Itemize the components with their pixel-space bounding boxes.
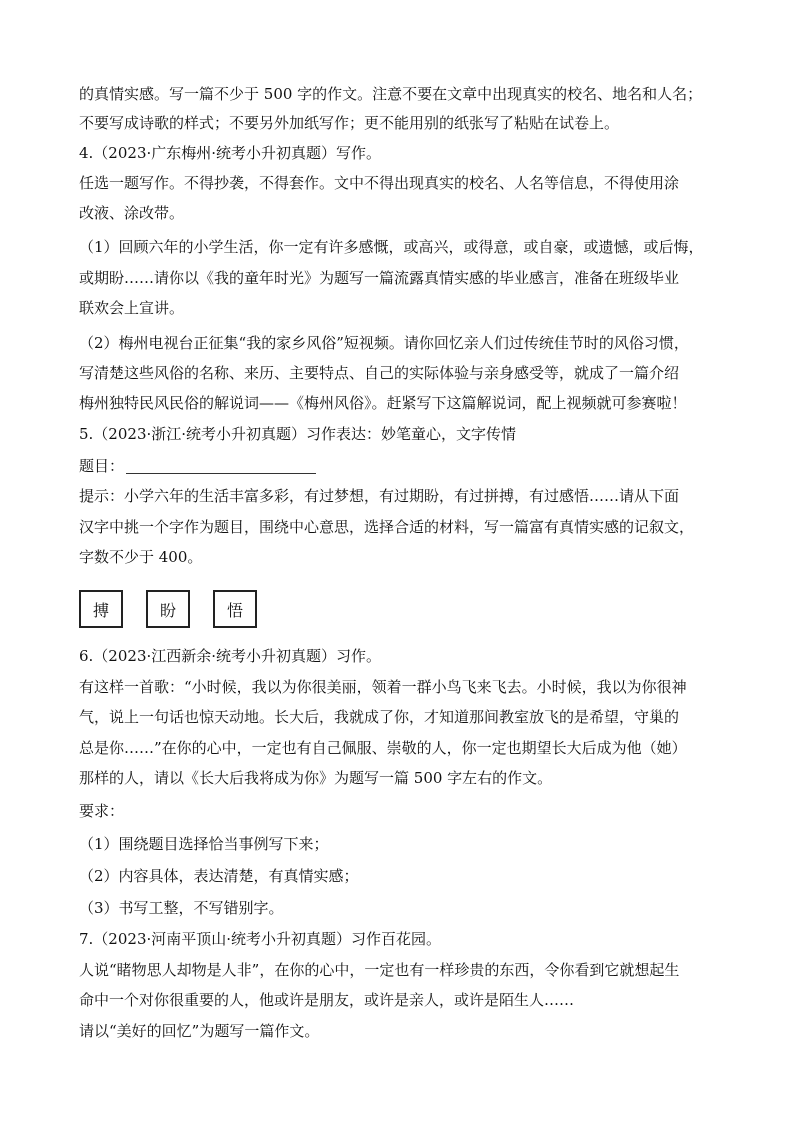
char-box-wu: 悟	[213, 590, 257, 628]
question-6-heading: 6.（2023·江西新余·统考小升初真题）习作。	[79, 647, 382, 665]
text-line: 有这样一首歌：“小时候，我以为你很美丽，领着一群小鸟飞来飞去。小时候，我以为你很神	[79, 678, 687, 696]
title-label: 题目：	[79, 457, 125, 475]
question-5-heading: 5.（2023·浙江·统考小升初真题）习作表达：妙笔童心，文字传情	[79, 425, 517, 443]
question-7-heading: 7.（2023·河南平顶山·统考小升初真题）习作百花园。	[79, 930, 442, 948]
text-line: 字数不少于 400。	[79, 548, 203, 566]
requirement-3: （3）书写工整，不写错别字。	[79, 899, 284, 917]
text-line: 的真情实感。写一篇不少于 500 字的作文。注意不要在文章中出现真实的校名、地名和人名；	[79, 85, 703, 103]
requirement-2: （2）内容具体，表达清楚，有真情实感；	[79, 867, 359, 885]
text-line: （2）梅州电视台正征集“我的家乡风俗”短视频。请你回忆亲人们过传统佳节时的风俗习惯，	[79, 334, 689, 352]
text-line: 梅州独特民风民俗的解说词——《梅州风俗》。赶紧写下这篇解说词，配上视频就可参赛啦！	[79, 394, 687, 412]
text-line: 人说“睹物思人却物是人非”，在你的心中，一定也有一样珍贵的东西，令你看到它就想起生	[79, 961, 680, 979]
title-blank-line	[79, 456, 316, 476]
question-4-heading: 4.（2023·广东梅州·统考小升初真题）写作。	[79, 144, 382, 162]
text-line: 请以“美好的回忆”为题写一篇作文。	[79, 1022, 320, 1040]
text-line: 或期盼……请你以《我的童年时光》为题写一篇流露真情实感的毕业感言，准备在班级毕业	[79, 269, 680, 287]
requirements-label: 要求：	[79, 802, 125, 820]
text-line: 提示：小学六年的生活丰富多彩，有过梦想，有过期盼，有过拼搏，有过感悟……请从下面	[79, 487, 680, 505]
text-line: 汉字中挑一个字作为题目，围绕中心意思，选择合适的材料，写一篇富有真情实感的记叙文，	[79, 518, 695, 536]
char-box-pan: 盼	[146, 590, 190, 628]
text-line: 那样的人，请以《长大后我将成为你》为题写一篇 500 字左右的作文。	[79, 769, 553, 787]
text-line: （1）回顾六年的小学生活，你一定有许多感慨，或高兴，或得意，或自豪，或遗憾，或后悔，	[79, 238, 704, 256]
text-line: 联欢会上宣讲。	[79, 299, 185, 317]
title-blank	[126, 459, 316, 474]
text-line: 不要写成诗歌的样式；不要另外加纸写作；更不能用别的纸张写了粘贴在试卷上。	[79, 114, 620, 132]
text-line: 改液、涂改带。	[79, 204, 185, 222]
text-line: 写清楚这些风俗的名称、来历、主要特点、自己的实际体验与亲身感受等，就成了一篇介绍	[79, 364, 680, 382]
text-line: 命中一个对你很重要的人，他或许是朋友，或许是亲人，或许是陌生人……	[79, 991, 575, 1009]
char-box-bo: 搏	[79, 590, 123, 628]
requirement-1: （1）围绕题目选择恰当事例写下来；	[79, 835, 329, 853]
text-line: 任选一题写作。不得抄袭，不得套作。文中不得出现真实的校名、人名等信息，不得使用涂	[79, 174, 680, 192]
text-line: 气，说上一句话也惊天动地。长大后，我就成了你，才知道那间教室放飞的是希望，守巢的	[79, 708, 680, 726]
text-line: 总是你……”在你的心中，一定也有自己佩服、崇敬的人，你一定也期望长大后成为他（她）	[79, 739, 687, 757]
